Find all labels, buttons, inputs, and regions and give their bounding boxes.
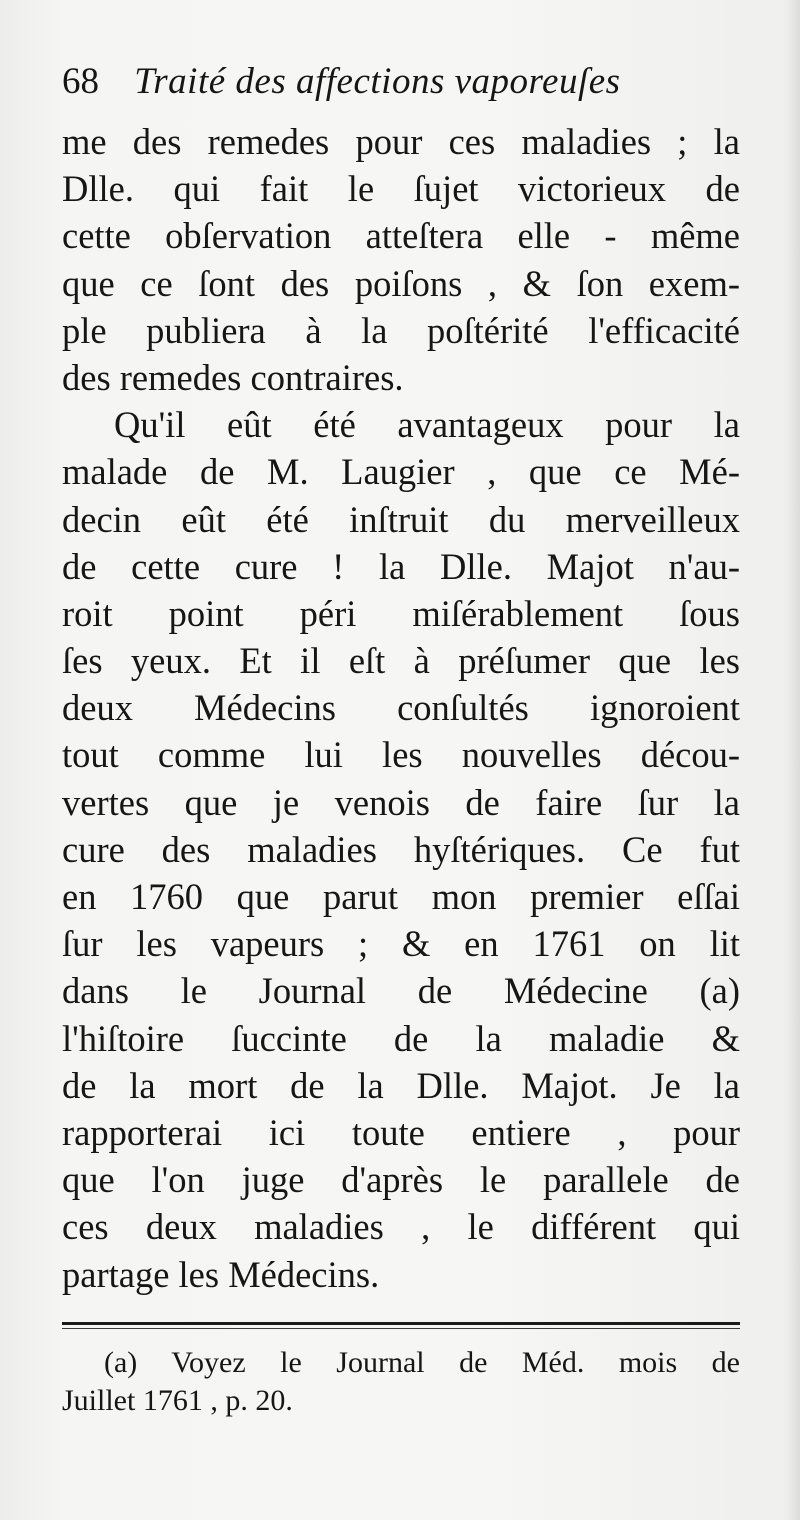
page-edge-shadow bbox=[786, 0, 800, 1520]
text-line: tout comme lui les nouvelles décou- bbox=[62, 734, 740, 776]
body-text bbox=[62, 118, 740, 1298]
text-line: malade de M. Laugier , que ce Mé- bbox=[62, 451, 740, 493]
text-line: roit point péri miſérablement ſous bbox=[62, 592, 740, 634]
text-line: Qu'il eût été avantageux pour la bbox=[114, 404, 740, 446]
running-title: Traité des affections vaporeuſes bbox=[134, 61, 621, 102]
text-line: ple publiera à la poſtérité l'efficacité bbox=[62, 309, 740, 351]
text-line: que ce ſont des poiſons , & ſon exem- bbox=[62, 262, 740, 304]
footnote-line: Juillet 1761 , p. 20. bbox=[62, 1384, 293, 1417]
text-line: Dlle. qui fait le ſujet victorieux de bbox=[62, 168, 740, 210]
text-line: de la mort de la Dlle. Majot. Je la bbox=[62, 1064, 740, 1106]
text-line: ces deux maladies , le différent qui bbox=[62, 1206, 740, 1248]
text-line: decin eût été inſtruit du merveilleux bbox=[62, 498, 740, 540]
page-header bbox=[62, 52, 742, 112]
text-line: des remedes contraires. bbox=[62, 356, 404, 398]
footnote-rule-thin bbox=[62, 1328, 740, 1329]
text-line: dans le Journal de Médecine (a) bbox=[62, 970, 740, 1012]
text-line: vertes que je venois de faire ſur la bbox=[62, 781, 740, 823]
text-line: partage les Médecins. bbox=[62, 1253, 380, 1295]
footnote-rule bbox=[62, 1322, 740, 1325]
text-line: me des remedes pour ces maladies ; la bbox=[62, 121, 740, 162]
text-line: de cette cure ! la Dlle. Majot n'au- bbox=[62, 545, 740, 587]
text-line: cette obſervation atteſtera elle - même bbox=[62, 215, 740, 257]
footnote-line: (a) Voyez le Journal de Méd. mois de bbox=[104, 1346, 740, 1379]
text-line: rapporterai ici toute entiere , pour bbox=[62, 1111, 740, 1153]
text-line: cure des maladies hyſtériques. Ce fut bbox=[62, 828, 740, 870]
text-line: l'hiſtoire ſuccinte de la maladie & bbox=[62, 1017, 740, 1059]
text-line: ſes yeux. Et il eſt à préſumer que les bbox=[62, 640, 740, 682]
footnote bbox=[62, 1344, 740, 1420]
text-line: que l'on juge d'après le parallele de bbox=[62, 1159, 740, 1201]
text-line: ſur les vapeurs ; & en 1761 on lit bbox=[62, 923, 740, 965]
text-line: en 1760 que parut mon premier eſſai bbox=[62, 876, 740, 917]
text-line: deux Médecins conſultés ignoroient bbox=[62, 687, 740, 729]
page-number: 68 bbox=[62, 61, 99, 102]
